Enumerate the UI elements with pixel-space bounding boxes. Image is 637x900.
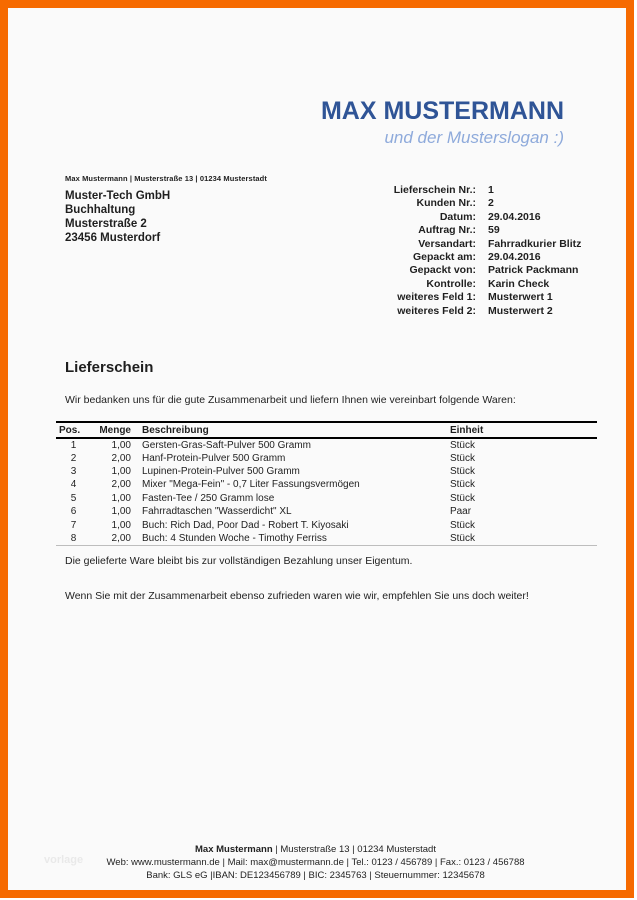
col-header-pos: Pos. bbox=[59, 424, 81, 436]
info-label: Lieferschein Nr.: bbox=[393, 184, 476, 196]
cell-menge: 1,00 bbox=[111, 519, 131, 531]
table-row bbox=[56, 465, 597, 478]
cell-menge: 1,00 bbox=[111, 492, 131, 504]
letterhead bbox=[321, 96, 564, 150]
footer-address-line bbox=[16, 843, 615, 856]
col-header-menge: Menge bbox=[99, 424, 131, 436]
watermark-text: vorlage bbox=[44, 854, 84, 866]
table-row bbox=[56, 518, 597, 531]
cell-beschreibung: Gersten-Gras-Saft-Pulver 500 Gramm bbox=[142, 439, 311, 451]
cell-beschreibung: Lupinen-Protein-Pulver 500 Gramm bbox=[142, 465, 300, 477]
cell-pos: 3 bbox=[70, 465, 77, 477]
cell-pos: 4 bbox=[70, 479, 77, 491]
table-row bbox=[56, 438, 597, 451]
cell-einheit: Stück bbox=[449, 479, 475, 491]
info-label: weiteres Feld 1: bbox=[397, 291, 476, 304]
cell-beschreibung: Fahrradtaschen "Wasserdicht" XL bbox=[142, 506, 292, 518]
recipient-city: 23456 Musterdorf bbox=[65, 232, 161, 244]
table-row bbox=[56, 505, 597, 518]
info-label: Datum: bbox=[439, 210, 476, 223]
footer-contact-line: Web: www.mustermann.de | Mail: max@mustermann.de | Tel.: 0123 / 456789 | Fax.: 0123 / 456788 bbox=[106, 857, 525, 868]
cell-menge: 1,00 bbox=[111, 465, 131, 477]
cell-einheit: Stück bbox=[449, 439, 475, 451]
cell-pos: 5 bbox=[70, 492, 77, 504]
recommendation-note: Wenn Sie mit der Zusammenarbeit ebenso zufrieden waren wie wir, empfehlen Sie uns doch weiter! bbox=[65, 590, 529, 602]
col-header-beschreibung: Beschreibung bbox=[142, 424, 209, 436]
cell-einheit: Paar bbox=[449, 506, 472, 518]
cell-menge: 2,00 bbox=[111, 479, 131, 491]
cell-menge: 2,00 bbox=[111, 452, 131, 464]
company-name: MAX MUSTERMANN bbox=[320, 97, 564, 125]
info-label: Kunden Nr.: bbox=[416, 197, 476, 210]
info-row bbox=[338, 238, 591, 251]
table-header-row bbox=[56, 422, 597, 438]
info-value: 1 bbox=[488, 184, 494, 196]
cell-beschreibung: Buch: Rich Dad, Poor Dad - Robert T. Kiyosaki bbox=[142, 519, 349, 531]
cell-menge: 2,00 bbox=[111, 532, 131, 544]
cell-beschreibung: Fasten-Tee / 250 Gramm lose bbox=[142, 492, 275, 504]
table-row bbox=[56, 451, 597, 464]
info-label: Auftrag Nr.: bbox=[418, 224, 476, 237]
info-row bbox=[338, 251, 591, 264]
info-row bbox=[338, 305, 591, 318]
cell-menge: 1,00 bbox=[111, 506, 131, 518]
info-value: Fahrradkurier Blitz bbox=[488, 237, 582, 250]
info-row bbox=[338, 278, 591, 291]
col-header-einheit: Einheit bbox=[449, 424, 484, 436]
cell-einheit: Stück bbox=[449, 452, 475, 464]
info-label: Gepackt am: bbox=[412, 251, 476, 264]
cell-pos: 2 bbox=[70, 452, 77, 464]
footer-address-rest: | Musterstraße 13 | 01234 Musterstadt bbox=[272, 844, 436, 855]
page-title: Lieferschein bbox=[65, 359, 154, 376]
cell-einheit: Stück bbox=[449, 532, 475, 544]
footer bbox=[16, 843, 615, 882]
info-row bbox=[338, 184, 591, 197]
cell-beschreibung: Hanf-Protein-Pulver 500 Gramm bbox=[142, 452, 286, 464]
cell-menge: 1,00 bbox=[111, 439, 131, 451]
table-row bbox=[56, 492, 597, 505]
table-row bbox=[56, 478, 597, 491]
info-value: Musterwert 2 bbox=[488, 304, 553, 317]
ownership-note: Die gelieferte Ware bleibt bis zur vollständigen Bezahlung unser Eigentum. bbox=[65, 555, 413, 567]
recipient-address-block bbox=[65, 174, 267, 245]
recipient-company: Muster-Tech GmbH bbox=[65, 190, 171, 202]
cell-beschreibung: Mixer "Mega-Fein" - 0,7 Liter Fassungsvermögen bbox=[142, 479, 360, 491]
footer-owner-name: Max Mustermann bbox=[195, 844, 273, 855]
recipient-street: Musterstraße 2 bbox=[65, 218, 147, 230]
info-value: Karin Check bbox=[488, 277, 550, 290]
info-label: Gepackt von: bbox=[409, 264, 476, 277]
sender-return-address: Max Mustermann | Musterstraße 13 | 01234 Musterstadt bbox=[65, 174, 267, 183]
recipient-department: Buchhaltung bbox=[65, 204, 136, 216]
table-row bbox=[56, 532, 597, 545]
footer-bank-line: Bank: GLS eG |IBAN: DE123456789 | BIC: 2345763 | Steuernummer: 12345678 bbox=[146, 870, 485, 881]
info-row bbox=[338, 291, 591, 304]
info-value: Patrick Packmann bbox=[488, 264, 579, 277]
info-value: 29.04.2016 bbox=[488, 210, 541, 223]
info-value: Musterwert 1 bbox=[488, 291, 553, 304]
info-value: 59 bbox=[488, 224, 500, 237]
info-value: 29.04.2016 bbox=[488, 251, 541, 264]
cell-beschreibung: Buch: 4 Stunden Woche - Timothy Ferriss bbox=[142, 532, 327, 544]
info-value: 2 bbox=[488, 197, 494, 210]
info-row bbox=[338, 264, 591, 277]
info-label: Versandart: bbox=[418, 237, 476, 250]
cell-pos: 6 bbox=[70, 506, 77, 518]
info-row bbox=[338, 224, 591, 237]
info-row bbox=[338, 211, 591, 224]
info-row bbox=[338, 197, 591, 210]
info-label: Kontrolle: bbox=[426, 277, 476, 290]
cell-einheit: Stück bbox=[449, 492, 475, 504]
items-table bbox=[56, 421, 597, 546]
cell-pos: 1 bbox=[70, 439, 77, 451]
cell-pos: 8 bbox=[70, 532, 77, 544]
company-slogan: und der Musterslogan :) bbox=[384, 128, 564, 147]
delivery-info-block bbox=[338, 184, 591, 318]
intro-text: Wir bedanken uns für die gute Zusammenarbeit und liefern Ihnen wie vereinbart folgende Waren: bbox=[65, 394, 516, 406]
info-label: weiteres Feld 2: bbox=[397, 304, 476, 317]
cell-einheit: Stück bbox=[449, 519, 475, 531]
cell-pos: 7 bbox=[70, 519, 77, 531]
cell-einheit: Stück bbox=[449, 465, 475, 477]
